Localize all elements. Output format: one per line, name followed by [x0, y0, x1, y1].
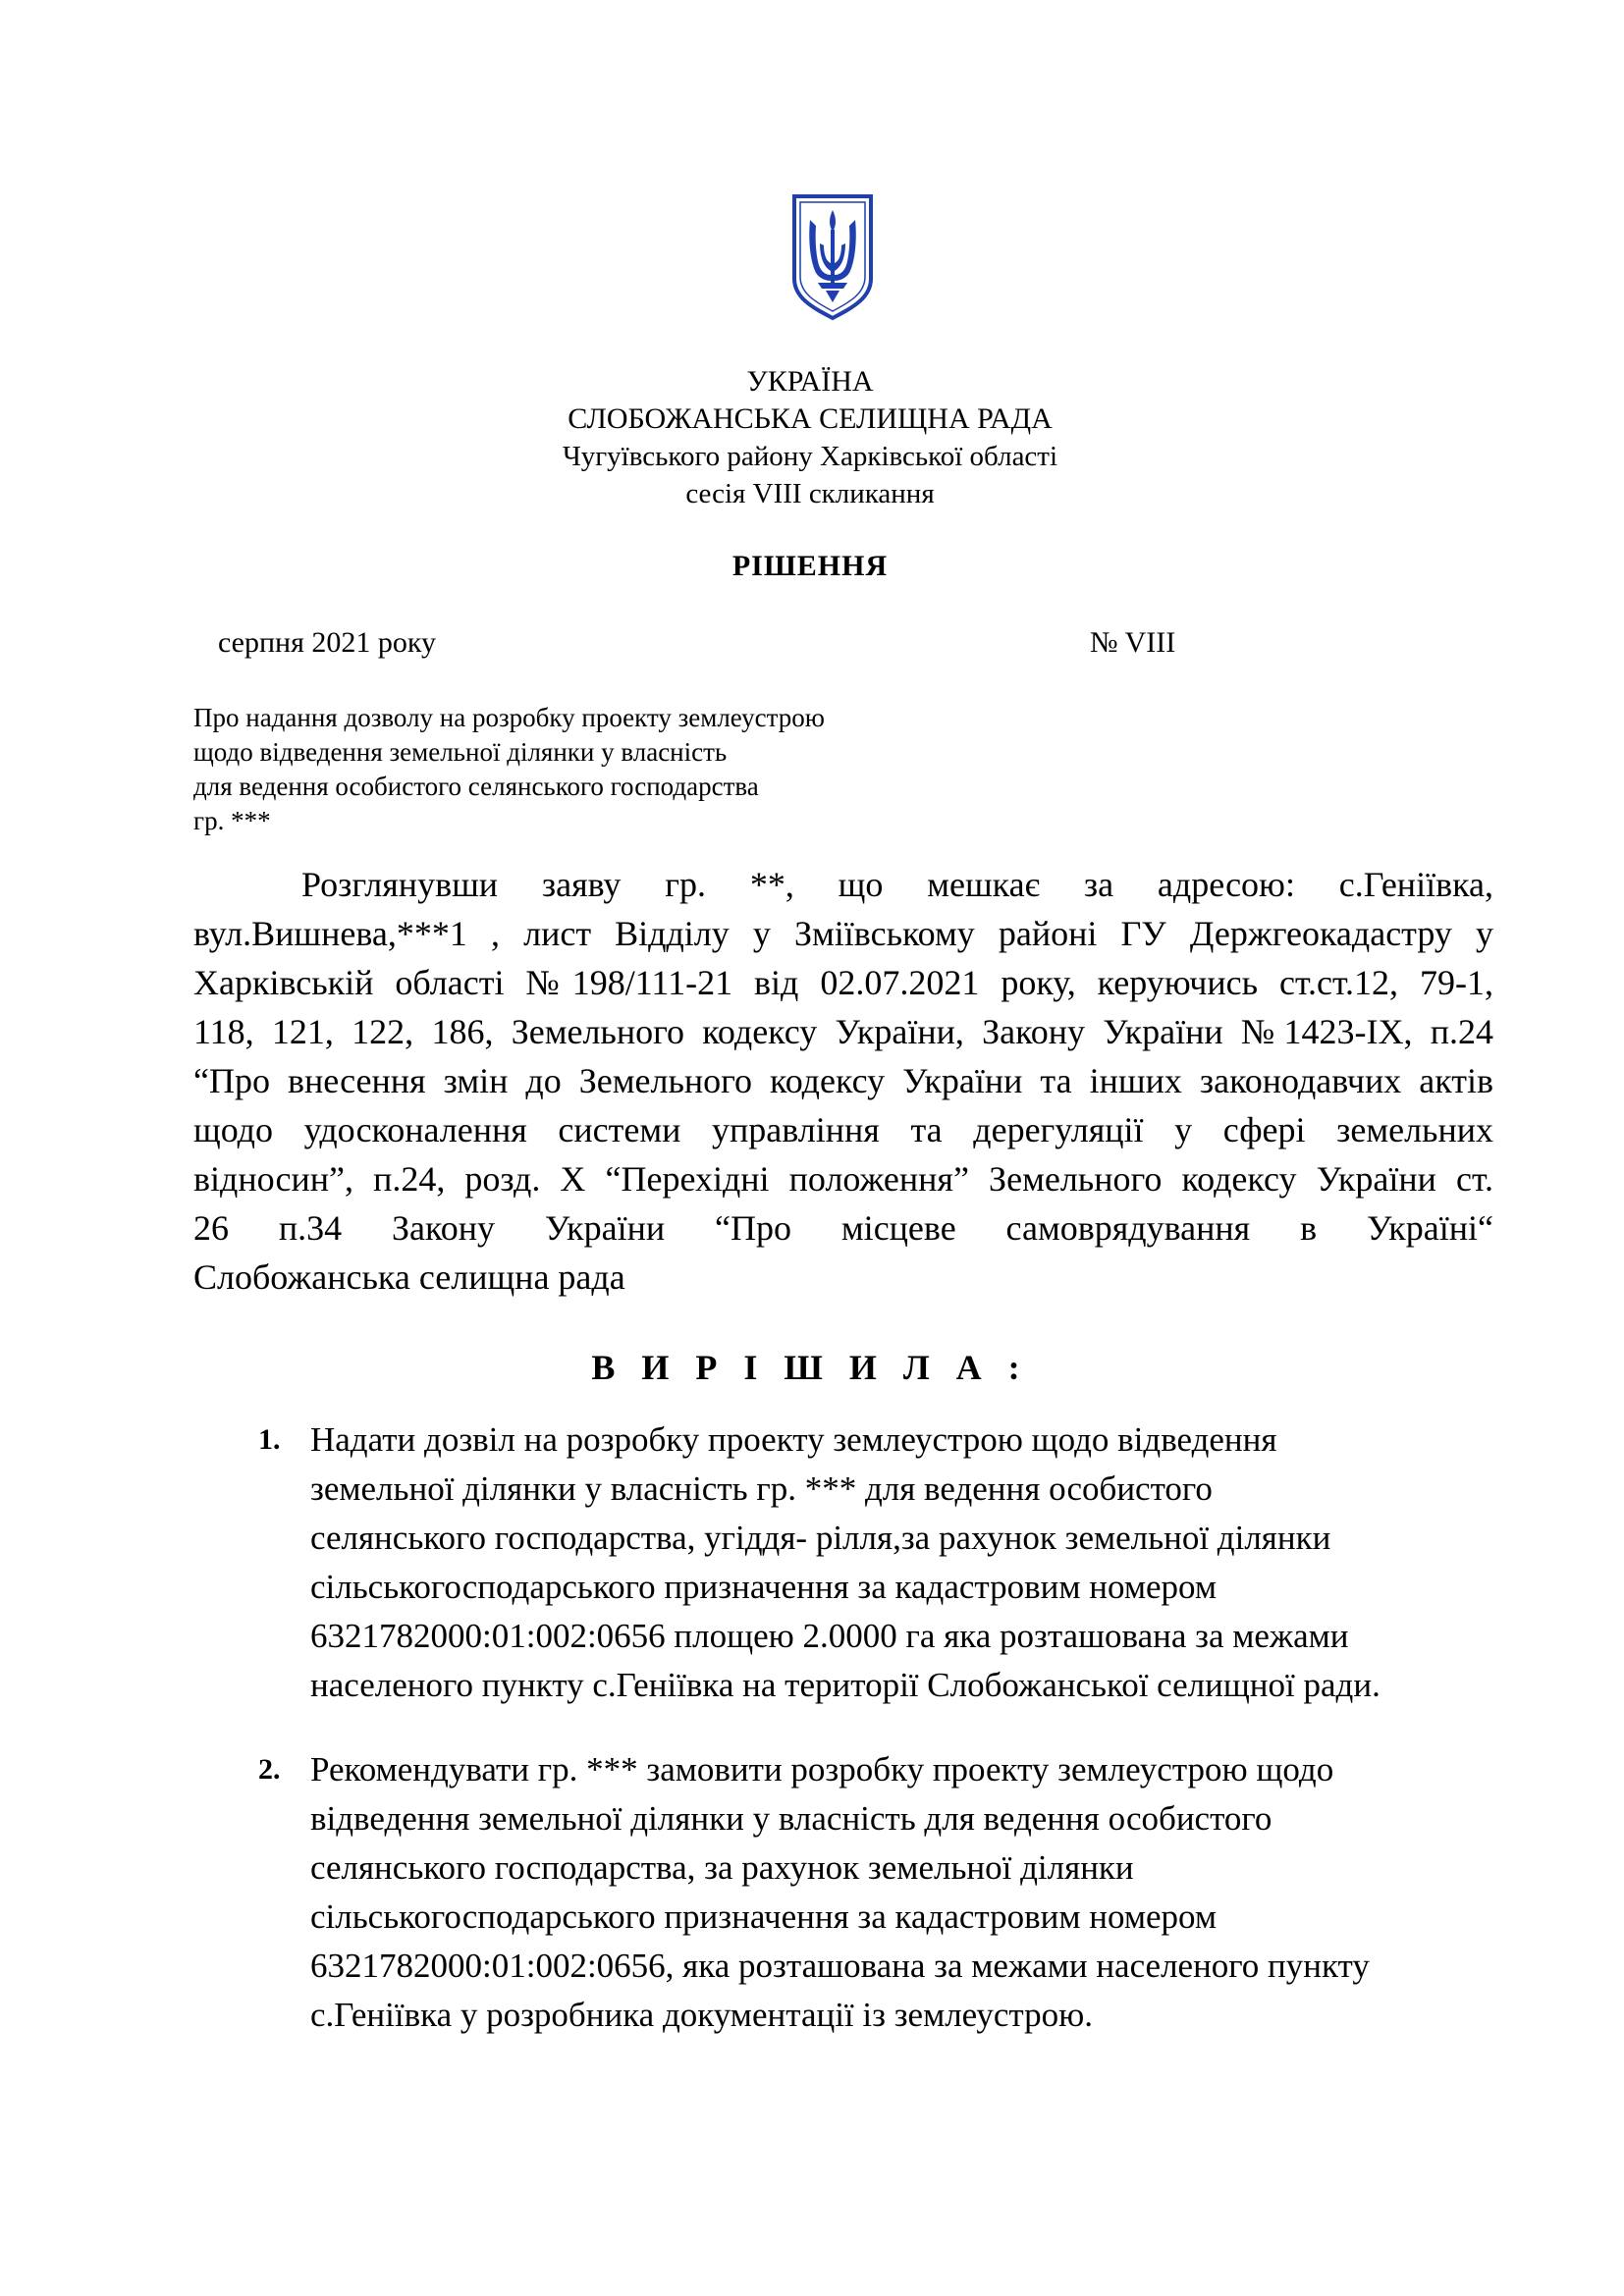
preamble-line: 118, 121, 122, 186, Земельного кодексу України, Закону України №1423-IX, п.24	[193, 1012, 1493, 1051]
header-session: сесія VIII скликання	[685, 478, 935, 509]
document-header	[295, 363, 1326, 512]
item-text	[310, 1745, 1515, 2040]
item-line: земельної ділянки у власність гр. *** для ведення особистого	[310, 1469, 1213, 1508]
subject-line: гр. ***	[193, 806, 271, 835]
item-line: сільськогосподарського призначення за кадастровим номером	[310, 1568, 1218, 1606]
preamble-line: Харківській області №198/111-21 від 02.07.2021 року, керуючись ст.ст.12, 79-1,	[193, 963, 1493, 1002]
decision-heading: В И Р І Ш И Л А :	[591, 1348, 1029, 1387]
subject-line: для ведення особистого селянського господарства	[193, 772, 759, 801]
subject-line: Про надання дозволу на розробку проекту землеустрою	[193, 703, 825, 732]
document-date: серпня 2021 року	[218, 626, 437, 659]
item-line: відведення земельної ділянки у власність для ведення особистого	[310, 1799, 1272, 1838]
header-council: СЛОБОЖАНСЬКА СЕЛИЩНА РАДА	[568, 402, 1053, 435]
preamble-paragraph	[193, 860, 1493, 1302]
preamble-line: Слобожанська селищна рада	[193, 1257, 625, 1297]
item-line: селянського господарства, за рахунок земельної ділянки	[310, 1848, 1134, 1887]
coat-of-arms-of-ukraine-icon	[790, 192, 875, 322]
subject-line: щодо відведення земельної ділянки у власність	[193, 737, 728, 767]
preamble-line: вул.Вишнева,***1 , лист Відділу у Зміївському районі ГУ Держгеокадастру у	[193, 914, 1493, 953]
item-line: сільськогосподарського призначення за кадастровим номером	[310, 1897, 1218, 1936]
item-line: с.Геніївка у розробника документації із землеустрою.	[310, 1996, 1094, 2034]
document-subject	[193, 701, 825, 838]
header-country: УКРАЇНА	[746, 365, 874, 398]
header-district: Чугуївського району Харківської області	[562, 441, 1058, 472]
decision-item	[258, 1745, 1515, 2040]
preamble-line: відносин”, п.24, розд. X “Перехідні положення” Земельного кодексу України ст.	[193, 1159, 1493, 1199]
document-title: РІШЕННЯ	[731, 550, 889, 582]
item-number: 2.	[258, 1753, 281, 1786]
decision-item	[258, 1415, 1515, 1710]
preamble-line: Розглянувши заяву гр. **, що мешкає за адресою: с.Геніївка,	[301, 865, 1493, 904]
decision-items	[258, 1415, 1515, 2075]
item-line: 6321782000:01:002:0656, яка розташована за межами населеного пункту	[310, 1947, 1370, 1985]
preamble-line: щодо удосконалення системи управління та дерегуляції у сфері земельних	[193, 1110, 1493, 1149]
item-line: селянського господарства, угіддя- рілля,за рахунок земельної ділянки	[310, 1519, 1331, 1557]
item-line: Рекомендувати гр. *** замовити розробку проекту землеустрою щодо	[310, 1750, 1334, 1789]
item-text	[310, 1415, 1515, 1710]
preamble-line: “Про внесення змін до Земельного кодексу України та інших законодавчих актів	[193, 1061, 1493, 1100]
item-number: 1.	[258, 1423, 281, 1456]
preamble-line: 26 п.34 Закону України “Про місцеве самоврядування в Україні“	[193, 1208, 1493, 1248]
document-number: № VIII	[1090, 626, 1176, 659]
item-line: населеного пункту с.Геніївка на території Слобожанської селищної ради.	[310, 1666, 1380, 1704]
item-line: Надати дозвіл на розробку проекту землеустрою щодо відведення	[310, 1420, 1277, 1459]
item-line: 6321782000:01:002:0656 площею 2.0000 га яка розташована за межами	[310, 1617, 1349, 1655]
